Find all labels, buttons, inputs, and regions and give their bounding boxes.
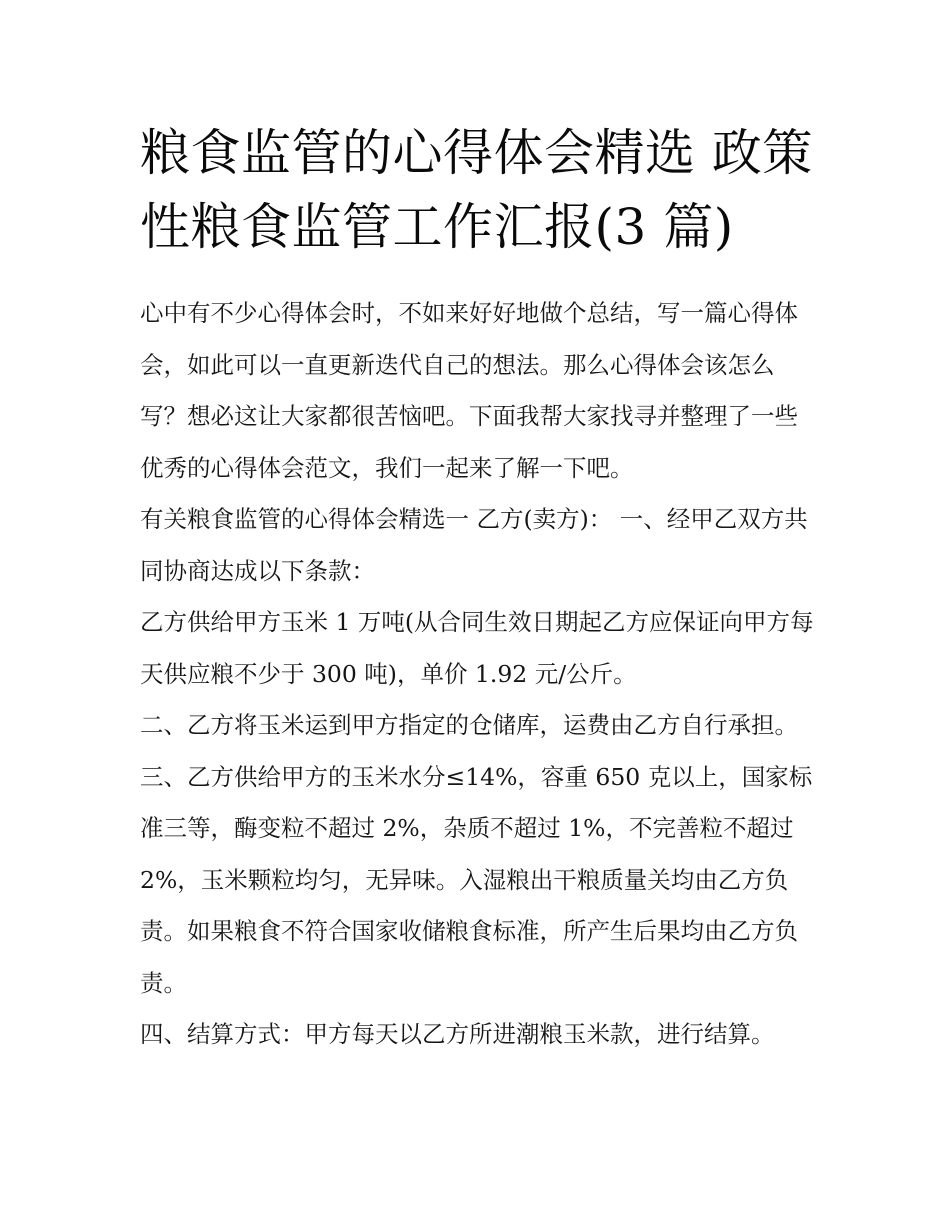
document-page: [140, 116, 815, 1061]
paragraph-intro: 心中有不少心得体会时，不如来好好地做个总结，写一篇心得体会，如此可以一直更新迭代自己的想法。那么心得体会该怎么写？想必这让大家都很苦恼吧。下面我帮大家找寻并整理了一些优秀的心得体会范文，我们一起来了解一下吧。: [140, 299, 798, 482]
paragraph-clause-two: 二、乙方将玉米运到甲方指定的仓储库，运费由乙方自行承担。: [140, 711, 798, 739]
paragraph-clause-four: 四、结算方式：甲方每天以乙方所进潮粮玉米款，进行结算。: [140, 1020, 775, 1048]
document-title: 粮食监管的心得体会精选 政策性粮食监管工作汇报(3 篇): [140, 124, 813, 256]
paragraph-supply-terms: 乙方供给甲方玉米 1 万吨(从合同生效日期起乙方应保证向甲方每天供应粮不少于 300 吨)，单价 1.92 元/公斤。: [140, 608, 814, 688]
document-body: [140, 288, 815, 1061]
paragraph-clause-three: 三、乙方供给甲方的玉米水分≤14%，容重 650 克以上，国家标准三等，酶变粒不超过 2%，杂质不超过 1%，不完善粒不超过 2%，玉米颗粒均匀，无异味。入湿粮出干粮质量关均由乙方负责。如果粮食不符合国家收储粮食标准，所产生后果均由乙方负责。: [140, 762, 813, 997]
paragraph-contract-heading: 有关粮食监管的心得体会精选一 乙方(卖方)： 一、经甲乙双方共同协商达成以下条款：: [140, 505, 808, 585]
